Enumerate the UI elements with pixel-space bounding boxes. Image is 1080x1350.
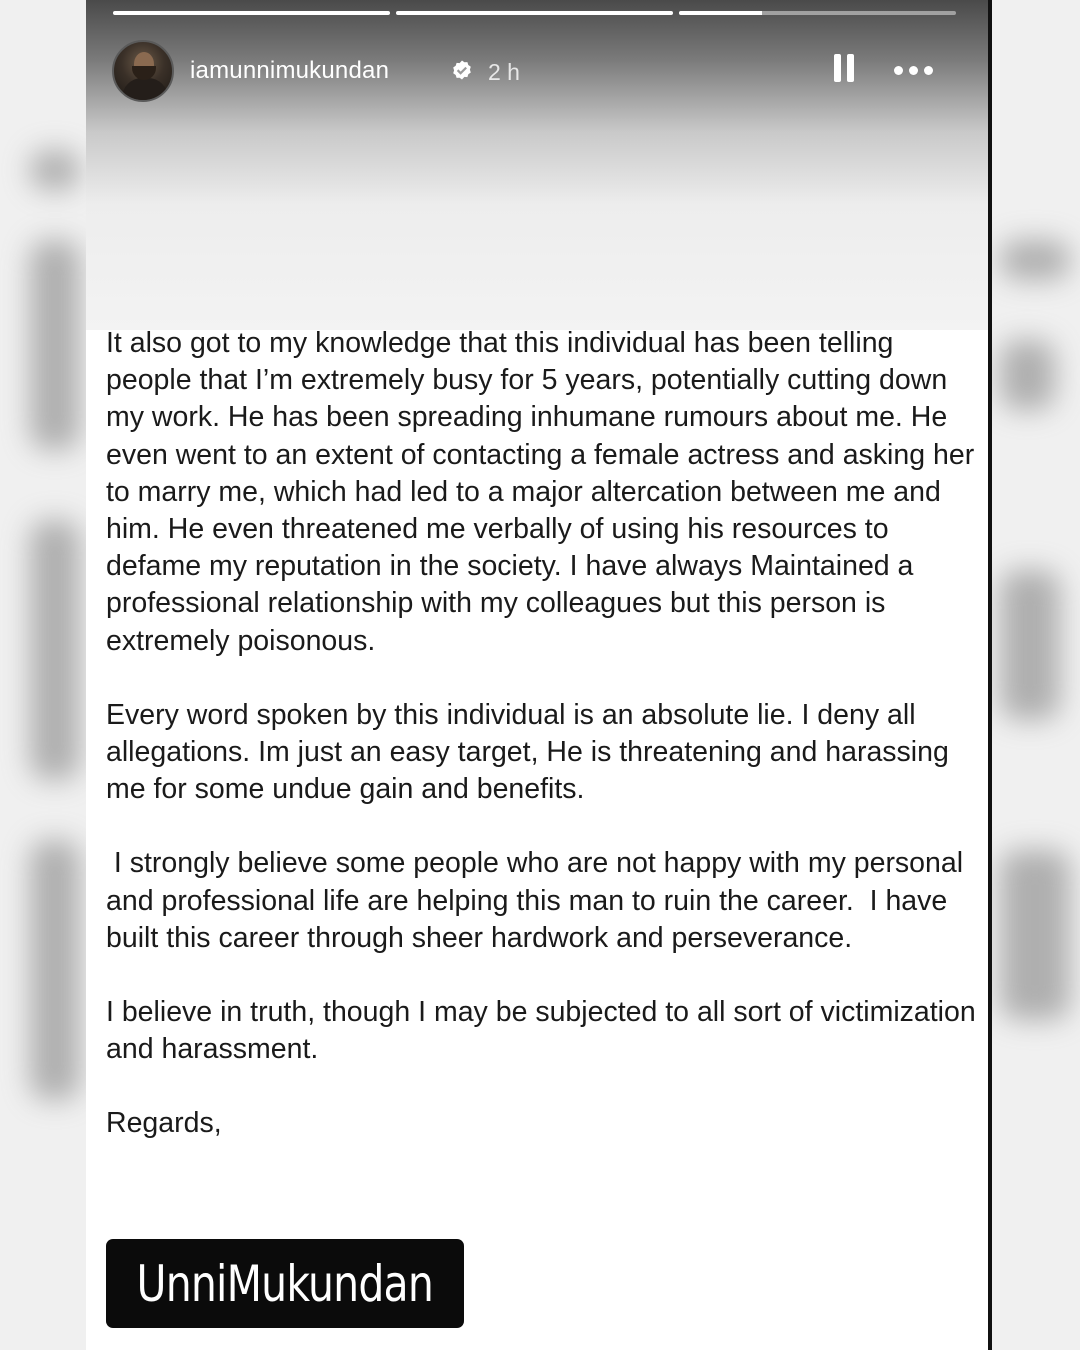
story-progress-bar: [113, 11, 956, 15]
progress-fill: [396, 11, 673, 15]
progress-segment: [679, 11, 956, 15]
more-options-icon: [924, 66, 933, 75]
statement-text: [106, 325, 984, 1143]
story-header: [112, 40, 962, 104]
pause-icon: [834, 54, 841, 82]
paragraph: I believe in truth, though I may be subjected to all sort of victimization and harassment.: [106, 996, 984, 1066]
signature-text: UnniMukundan: [136, 1254, 434, 1313]
progress-fill: [113, 11, 390, 15]
pause-button[interactable]: [832, 54, 858, 86]
paragraph: I strongly believe some people who are not happy with my personal and professional life are helping this man to ruin the career. I have built this career through sheer hardwork and perseverance.: [106, 847, 971, 954]
verified-badge-icon: [450, 59, 474, 83]
post-time: 2 h: [488, 59, 520, 85]
more-options-icon: [909, 66, 918, 75]
story-viewer[interactable]: [86, 0, 990, 1350]
avatar[interactable]: [112, 40, 174, 102]
more-options-icon: [894, 66, 903, 75]
progress-fill: [679, 11, 762, 15]
username[interactable]: iamunnimukundan: [190, 57, 390, 84]
paragraph: Every word spoken by this individual is an absolute lie. I deny all allegations. Im just an easy target, He is threatening and harassing me for some undue gain and benefits.: [106, 698, 957, 806]
signature-label: [106, 1239, 464, 1328]
more-options-button[interactable]: [892, 54, 942, 86]
story-edge-divider: [988, 0, 992, 1350]
paragraph: It also got to my knowledge that this individual has been telling people that I’m extremely busy for 5 years, potentially cutting down my work. He has been spreading inhumane rumours about me. He even went to an extent of contacting a female actress and asking her to marry me, which had led to a major altercation between me and him. He even threatened me verbally of using his resources to defame my reputation in the society. I have always Maintained a professional relationship with my colleagues but this person is extremely poisonous.: [106, 327, 983, 657]
closing: Regards,: [106, 1107, 222, 1140]
pause-icon: [847, 54, 854, 82]
progress-segment: [113, 11, 390, 15]
progress-segment: [396, 11, 673, 15]
